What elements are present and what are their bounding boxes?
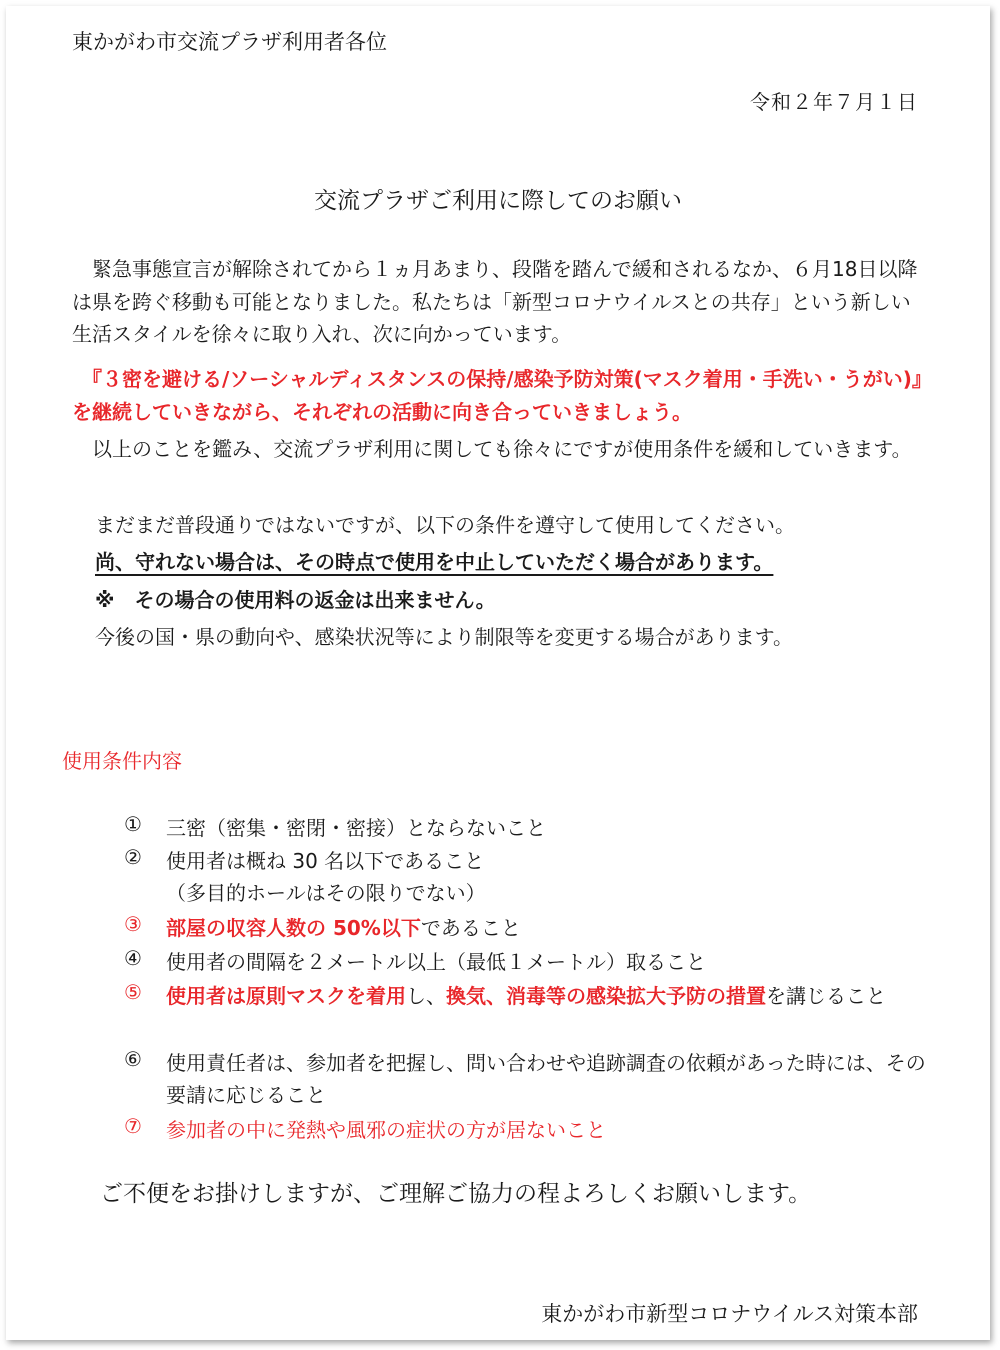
- change-note: 今後の国・県の動向や、感染状況等により制限等を変更する場合があります。: [95, 625, 793, 649]
- condition-text: 三密（密集・密閉・密接）とならないこと: [166, 816, 546, 840]
- signature: 東かがわ市新型コロナウイルス対策本部: [541, 1302, 918, 1326]
- suspension-note: 尚、守れない場合は、その時点で使用を中止していただく場合があります。: [95, 550, 774, 574]
- condition-sub: （多目的ホールはその限りでない）: [166, 881, 486, 905]
- notice-title: 交流プラザご利用に際してのお願い: [314, 188, 682, 214]
- condition-rest: であること: [420, 916, 521, 940]
- condition-text: [166, 845, 926, 909]
- condition-number: ①: [124, 812, 142, 836]
- relaxation-paragraph: 以上のことを鑑み、交流プラザ利用に関しても徐々にですが使用条件を緩和していきます。: [72, 437, 912, 461]
- emphasis-paragraph: 『３密を避ける/ソーシャルディスタンスの保持/感染予防対策(マスク着用・手洗い・うがい)』を継続していきながら、それぞれの活動に向き合っていきましょう。: [72, 367, 922, 424]
- condition-highlight: 換気、消毒等の感染拡大予防の措置: [446, 984, 766, 1008]
- condition-text: 参加者の中に発熱や風邪の症状の方が居ないこと: [166, 1118, 606, 1142]
- condition-mid: し、: [406, 984, 446, 1008]
- condition-number: ④: [124, 946, 142, 970]
- condition-text: [166, 912, 926, 944]
- conditions-heading: 使用条件内容: [62, 749, 182, 773]
- addressee: 東かがわ市交流プラザ利用者各位: [72, 30, 387, 54]
- intro-paragraph: 緊急事態宣言が解除されてから１ヵ月あまり、段階を踏んで緩和されるなか、６月18日以降は県を跨ぐ移動も可能となりました。私たちは「新型コロナウイルスとの共存」という新しい生活スタイルを徐々に取り入れ、次に向かっています。: [72, 257, 918, 346]
- condition-number: ⑥: [124, 1047, 142, 1071]
- request-line: まだまだ普段通りではないですが、以下の条件を遵守して使用してください。: [95, 513, 795, 537]
- condition-number: ③: [124, 912, 142, 936]
- condition-number: ⑦: [124, 1114, 142, 1138]
- condition-main: 使用者は概ね 30 名以下であること: [166, 849, 485, 873]
- condition-highlight: 使用者は原則マスクを着用: [166, 984, 406, 1008]
- condition-text: 使用者の間隔を２メートル以上（最低１メートル）取ること: [166, 950, 706, 974]
- condition-text: [166, 980, 926, 1012]
- condition-number: ⑤: [124, 980, 142, 1004]
- condition-rest: を講じること: [766, 984, 886, 1008]
- condition-number: ②: [124, 845, 142, 869]
- refund-note: ※ その場合の使用料の返金は出来ません。: [95, 588, 496, 612]
- condition-highlight: 部屋の収容人数の 50%以下: [166, 916, 421, 940]
- condition-text: 使用責任者は、参加者を把握し、問い合わせや追跡調査の依頼があった時には、その要請に応じること: [166, 1051, 926, 1107]
- closing-message: ご不便をお掛けしますが、ご理解ご協力の程よろしくお願いします。: [100, 1181, 812, 1207]
- issue-date: 令和２年７月１日: [750, 90, 918, 114]
